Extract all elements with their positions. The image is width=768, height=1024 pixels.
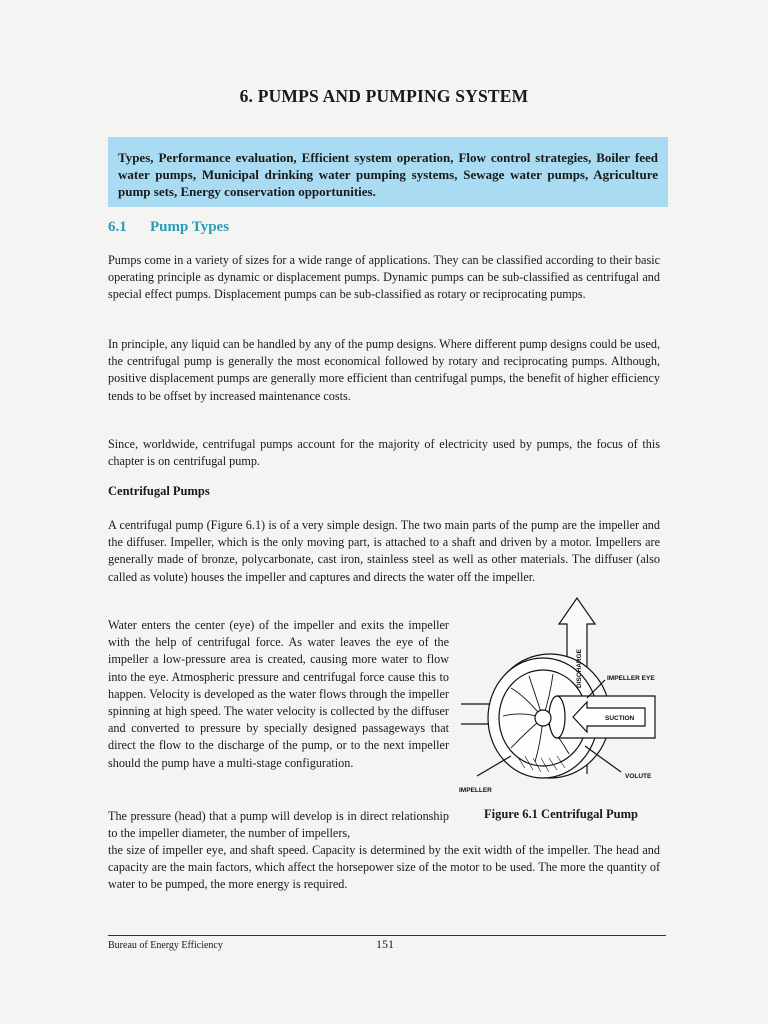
label-impeller-eye: IMPELLER EYE	[607, 675, 655, 682]
footer-publisher: Bureau of Energy Efficiency	[108, 940, 223, 951]
section-number: 6.1	[108, 219, 127, 235]
figure-caption: Figure 6.1 Centrifugal Pump	[484, 807, 638, 821]
paragraph-centrifugal-design: A centrifugal pump (Figure 6.1) is of a very simple design. The two main parts of the pump are the impeller and the diffuser. Impeller, which is the only moving part, is attached to a shaft and driven by a motor. Impellers are generally made of bronze, polycarbonate, cast iron, stainless steel as well as other materials. The diffuser (also called as volute) houses the impeller and captures and directs the water off the impeller.	[108, 518, 660, 584]
label-impeller: IMPELLER	[459, 787, 492, 794]
paragraph-chapter-focus: Since, worldwide, centrifugal pumps account for the majority of electricity used by pumps, the focus of this chapter is on centrifugal pump.	[108, 437, 660, 469]
label-suction: SUCTION	[605, 715, 635, 722]
paragraph-centrifugal-operation: Water enters the center (eye) of the impeller and exits the impeller with the help of centrifugal force. As water leaves the eye of the impeller a low-pressure area is created, causing more water to flow into the eye. Atmospheric pressure and centrifugal force cause this to happen. Velocity is developed as the water flows through the impeller spinning at high speed. The water velocity is collected by the diffuser and converted to pressure by specially designed passageways that direct the flow to the discharge of the pump, or to the next impeller should the pump have a multi-stage configuration.	[108, 618, 449, 770]
chapter-topics-box: Types, Performance evaluation, Efficient system operation, Flow control strategies, Boiler feed water pumps, Municipal drinking water pumping systems, Sewage water pumps, Agriculture pump sets, Energy conservation opportunities.	[108, 137, 668, 207]
section-title: Pump Types	[150, 219, 230, 235]
subheading-centrifugal: Centrifugal Pumps	[108, 484, 210, 498]
paragraph-pump-classes: Pumps come in a variety of sizes for a wide range of applications. They can be classified according to their basic operating principle as dynamic or displacement pumps. Dynamic pumps can be sub-classified as centrifugal and special effect pumps. Displacement pumps can be sub-classified as rotary or reciprocating pumps.	[108, 253, 660, 302]
footer-divider	[108, 935, 666, 936]
label-discharge: DISCHARGE	[576, 648, 583, 688]
paragraph-pressure-head: The pressure (head) that a pump will develop is in direct relationship to the impeller diameter, the number of impellers,	[108, 809, 449, 841]
page-number: 151	[376, 937, 394, 951]
paragraph-capacity: the size of impeller eye, and shaft speed. Capacity is determined by the exit width of the impeller. The head and capacity are the main factors, which affect the horsepower size of the motor to be used. The more the quantity of water to be pumped, the more energy is required.	[108, 843, 660, 892]
paragraph-pump-designs: In principle, any liquid can be handled by any of the pump designs. Where different pump designs could be used, the centrifugal pump is generally the most economical followed by rotary and reciprocating pumps. Although, positive displacement pumps are generally more efficient than centrifugal pumps, the benefit of higher efficiency tends to be offset by increased maintenance costs.	[108, 337, 660, 403]
centrifugal-pump-figure	[455, 596, 660, 796]
label-volute: VOLUTE	[625, 773, 652, 780]
chapter-title: 6. PUMPS AND PUMPING SYSTEM	[239, 86, 529, 106]
section-heading	[108, 219, 229, 236]
